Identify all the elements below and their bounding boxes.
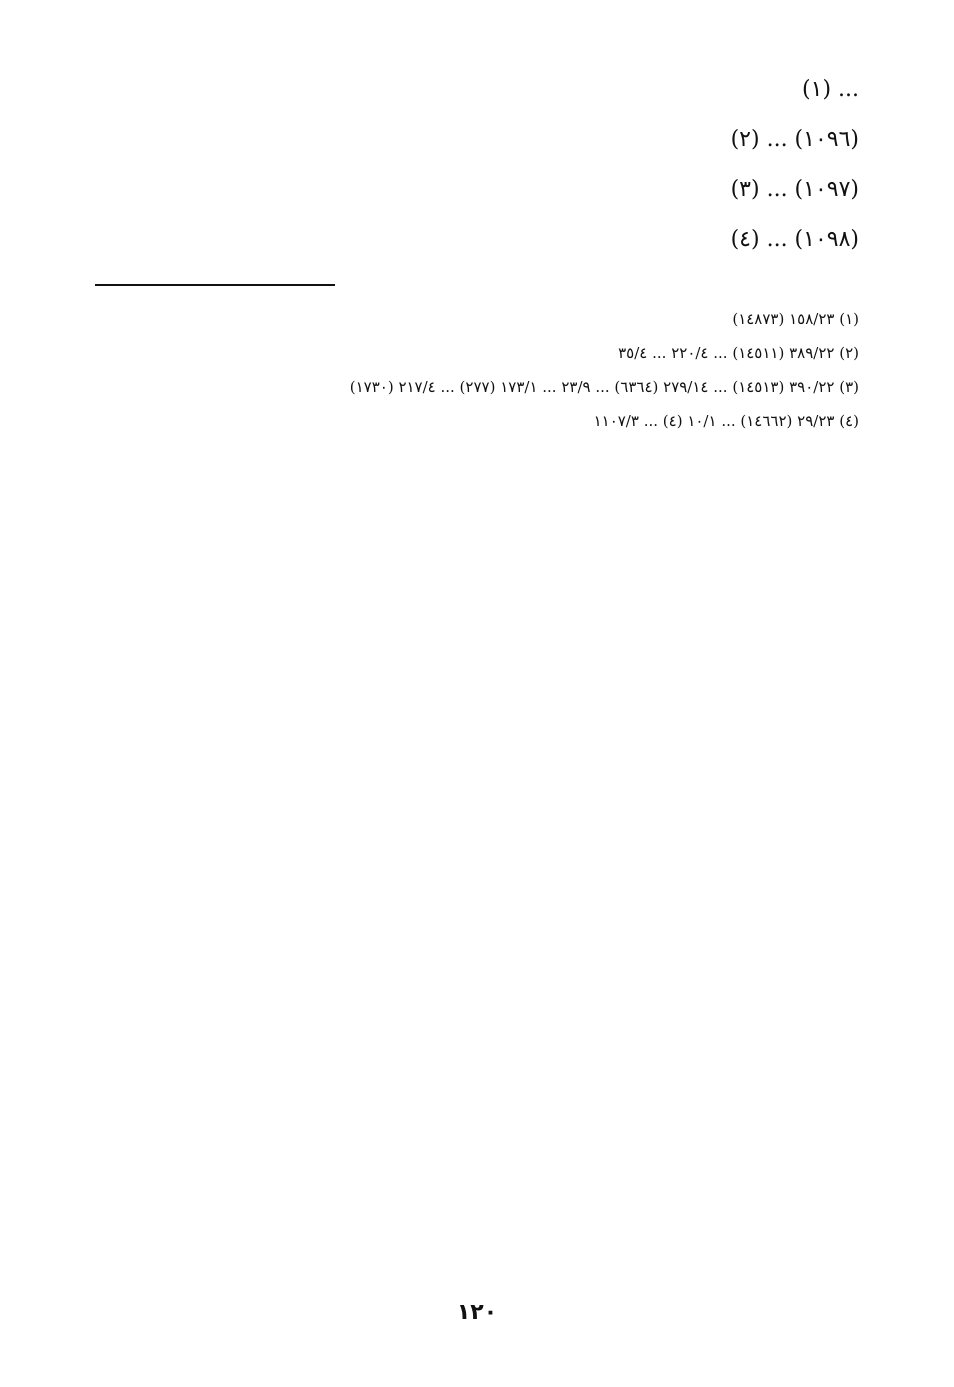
- footnotes: [95, 304, 859, 436]
- footnote-divider: [95, 284, 335, 286]
- footnote: (١) ١٥٨/٢٣ (١٤٨٧٣): [732, 310, 859, 328]
- footnote: (٤) ٢٩/٢٣ (١٤٦٦٢) ... ١٠/١ (٤) ... ١١٠٧/٣: [593, 412, 859, 430]
- main-text: [95, 70, 859, 260]
- footnote: (٣) ٣٩٠/٢٢ (١٤٥١٣) ... ٢٧٩/١٤ (٦٣٦٤) ... ٢٣/٩ ... ١٧٣/١ (٢٧٧) ... ٢١٧/٤ (١٧٣٠): [349, 378, 859, 396]
- footnote: (٢) ٣٨٩/٢٢ (١٤٥١١) ... ٢٢٠/٤ ... ٣٥/٤: [618, 344, 859, 362]
- paragraph: (١٠٩٨) ... (٤): [730, 227, 859, 252]
- paragraph: ... (١): [802, 77, 859, 102]
- paragraph: (١٠٩٦) ... (٢): [730, 127, 859, 152]
- page-number: ١٢٠: [456, 1300, 498, 1325]
- paragraph: (١٠٩٧) ... (٣): [730, 177, 859, 202]
